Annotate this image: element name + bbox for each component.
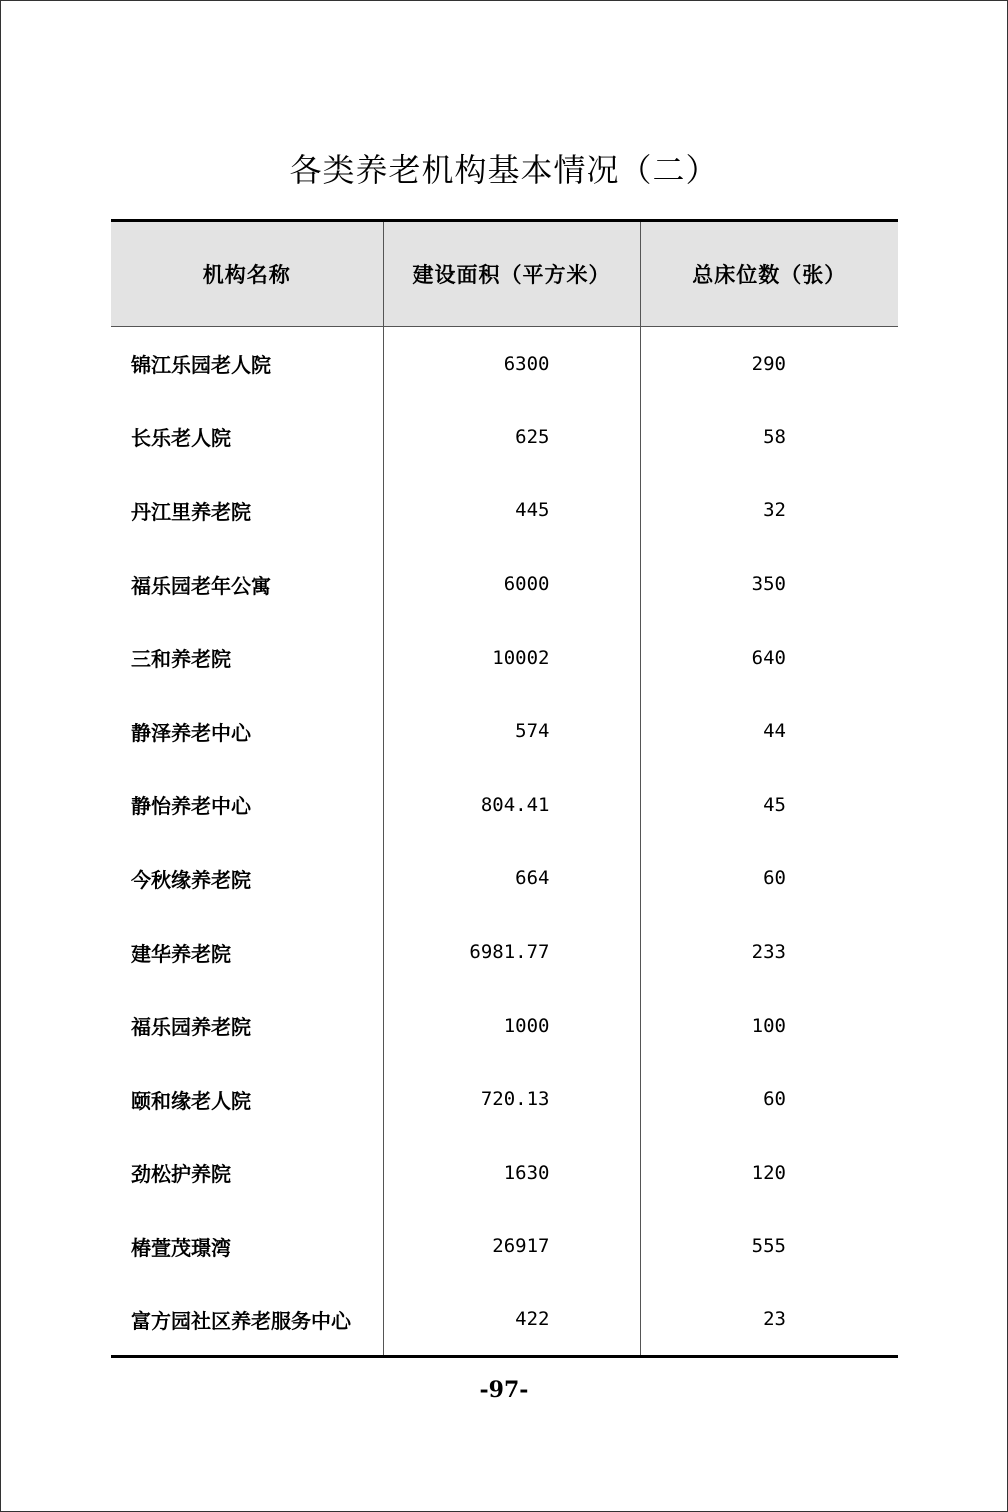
total-beds: 640 <box>751 646 786 669</box>
institution-name: 富方园社区养老服务中心 <box>111 1283 383 1357</box>
header-institution-name: 机构名称 <box>111 221 383 327</box>
table-row <box>111 1210 898 1284</box>
construction-area: 1630 <box>383 1136 640 1210</box>
total-beds: 555 <box>751 1235 786 1258</box>
page-number: -97- <box>479 1377 529 1403</box>
institution-name: 福乐园养老院 <box>111 989 383 1063</box>
total-beds: 120 <box>751 1161 786 1184</box>
construction-area: 6981.77 <box>383 915 640 989</box>
table-row <box>111 474 898 548</box>
header-construction-area: 建设面积（平方米） <box>383 221 640 327</box>
table-header-row <box>111 221 898 327</box>
table-row <box>111 400 898 474</box>
total-beds: 44 <box>763 720 786 743</box>
page-title: 各类养老机构基本情况（二） <box>289 151 719 189</box>
table-row <box>111 842 898 916</box>
institution-name: 长乐老人院 <box>111 400 383 474</box>
total-beds: 350 <box>751 573 786 596</box>
construction-area: 26917 <box>383 1210 640 1284</box>
construction-area: 6300 <box>383 327 640 401</box>
table-row <box>111 1283 898 1357</box>
construction-area: 664 <box>383 842 640 916</box>
institutions-table <box>111 219 898 1358</box>
construction-area: 1000 <box>383 989 640 1063</box>
construction-area: 6000 <box>383 547 640 621</box>
institution-name: 颐和缘老人院 <box>111 1062 383 1136</box>
institution-name: 静泽养老中心 <box>111 694 383 768</box>
institution-name: 劲松护养院 <box>111 1136 383 1210</box>
construction-area: 804.41 <box>383 768 640 842</box>
institution-name: 锦江乐园老人院 <box>111 327 383 401</box>
construction-area: 10002 <box>383 621 640 695</box>
total-beds: 60 <box>763 867 786 890</box>
total-beds: 58 <box>763 425 786 448</box>
total-beds: 45 <box>763 793 786 816</box>
institution-name: 静怡养老中心 <box>111 768 383 842</box>
table-row <box>111 768 898 842</box>
construction-area: 720.13 <box>383 1062 640 1136</box>
table-row <box>111 1136 898 1210</box>
institution-name: 三和养老院 <box>111 621 383 695</box>
table-row <box>111 327 898 401</box>
header-total-beds: 总床位数（张） <box>640 221 898 327</box>
construction-area: 625 <box>383 400 640 474</box>
table-row <box>111 547 898 621</box>
total-beds: 290 <box>751 352 786 375</box>
table-row <box>111 694 898 768</box>
total-beds: 23 <box>640 1283 898 1357</box>
construction-area: 574 <box>383 694 640 768</box>
table-row <box>111 989 898 1063</box>
institution-name: 丹江里养老院 <box>111 474 383 548</box>
institution-name: 建华养老院 <box>111 915 383 989</box>
table-row <box>111 915 898 989</box>
total-beds: 233 <box>751 941 786 964</box>
table-row <box>111 1062 898 1136</box>
total-beds: 32 <box>763 499 786 522</box>
table-row <box>111 621 898 695</box>
total-beds: 60 <box>763 1088 786 1111</box>
construction-area: 422 <box>383 1283 640 1357</box>
institution-name: 今秋缘养老院 <box>111 842 383 916</box>
institution-name: 福乐园老年公寓 <box>111 547 383 621</box>
construction-area: 445 <box>383 474 640 548</box>
total-beds: 100 <box>751 1014 786 1037</box>
institution-name: 椿萱茂璟湾 <box>111 1210 383 1284</box>
